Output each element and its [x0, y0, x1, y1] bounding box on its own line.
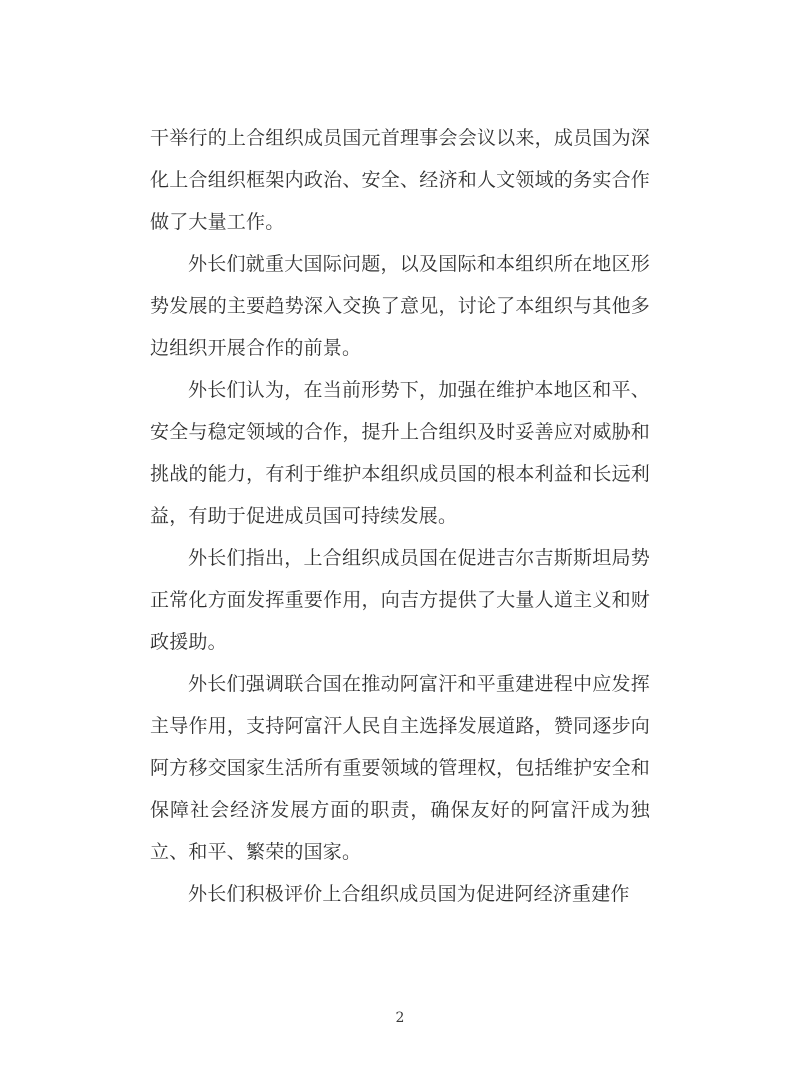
- paragraph: 外长们指出，上合组织成员国在促进吉尔吉斯斯坦局势正常化方面发挥重要作用，向吉方提供了大量人道主义和财政援助。: [150, 547, 650, 653]
- paragraph: 外长们积极评价上合组织成员国为促进阿经济重建作: [188, 883, 630, 905]
- paragraph: 外长们就重大国际问题，以及国际和本组织所在地区形势发展的主要趋势深入交换了意见，讨论了本组织与其他多边组织开展合作的前景。: [150, 253, 650, 359]
- paragraph: 外长们强调联合国在推动阿富汗和平重建进程中应发挥主导作用，支持阿富汗人民自主选择发展道路，赞同逐步向阿方移交国家生活所有重要领域的管理权，包括维护安全和保障社会经济发展方面的职责，确保友好的阿富汗成为独立、和平、繁荣的国家。: [150, 673, 650, 863]
- paragraph: 干举行的上合组织成员国元首理事会会议以来，成员国为深化上合组织框架内政治、安全、经济和人文领域的务实合作做了大量工作。: [150, 127, 650, 233]
- document-body-text: [150, 117, 650, 915]
- paragraph: 外长们认为，在当前形势下，加强在维护本地区和平、安全与稳定领域的合作，提升上合组织及时妥善应对威胁和挑战的能力，有利于维护本组织成员国的根本利益和长远利益，有助于促进成员国可持续发展。: [150, 379, 650, 527]
- page-number: 2: [395, 1010, 405, 1026]
